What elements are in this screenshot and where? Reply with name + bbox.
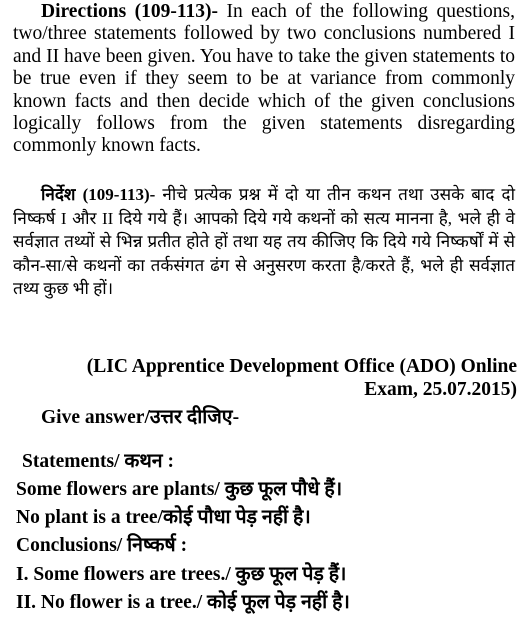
directions-label-english: Directions (109-113)-	[41, 1, 219, 22]
directions-hindi	[13, 183, 515, 301]
directions-label-hindi: निर्देश (109-113)-	[41, 185, 156, 204]
exam-source: (LIC Apprentice Development Office (ADO) Online Exam, 25.07.2015)	[86, 356, 517, 400]
directions-english	[13, 1, 515, 158]
give-answer-heading: Give answer/उत्तर दीजिए-	[41, 407, 240, 428]
conclusion-1: I. Some flowers are trees./ कुछ फूल पेड़ हैं।	[16, 564, 347, 585]
conclusions-heading: Conclusions/ निष्कर्ष :	[16, 535, 188, 556]
statement-1: Some flowers are plants/ कुछ फूल पौधे हैं।	[16, 479, 343, 500]
statements-heading: Statements/ कथन :	[22, 451, 174, 472]
directions-text-english: In each of the following questions, two/three statements followed by two conclusions numbered I and II have been given. You have to take the given statements to be true even if they seem to be at variance from commonly known facts and then decide which of the given conclusions logically follows from the given statements disregarding commonly known facts.	[13, 1, 516, 157]
directions-text-hindi: नीचे प्रत्येक प्रश्न में दो या तीन कथन तथा उसके बाद दो निष्कर्ष I और II दिये गये हैं। आपको दिये गये कथनों को सत्य मानना है, भले ही वे सर्वज्ञात तथ्यों से भिन्न प्रतीत होते हों तथा यह तय कीजिए कि दिये गये निष्कर्षों में से कौन-सा/से कथनों का तर्कसंगत ढंग से अनुसरण करता है/करते हैं, भले ही सर्वज्ञात तथ्य कुछ भी हों।	[13, 185, 515, 298]
statement-2: No plant is a tree/कोई पौधा पेड़ नहीं है।	[16, 507, 311, 528]
conclusion-2: II. No flower is a tree./ कोई फूल पेड़ नहीं है।	[16, 592, 350, 613]
